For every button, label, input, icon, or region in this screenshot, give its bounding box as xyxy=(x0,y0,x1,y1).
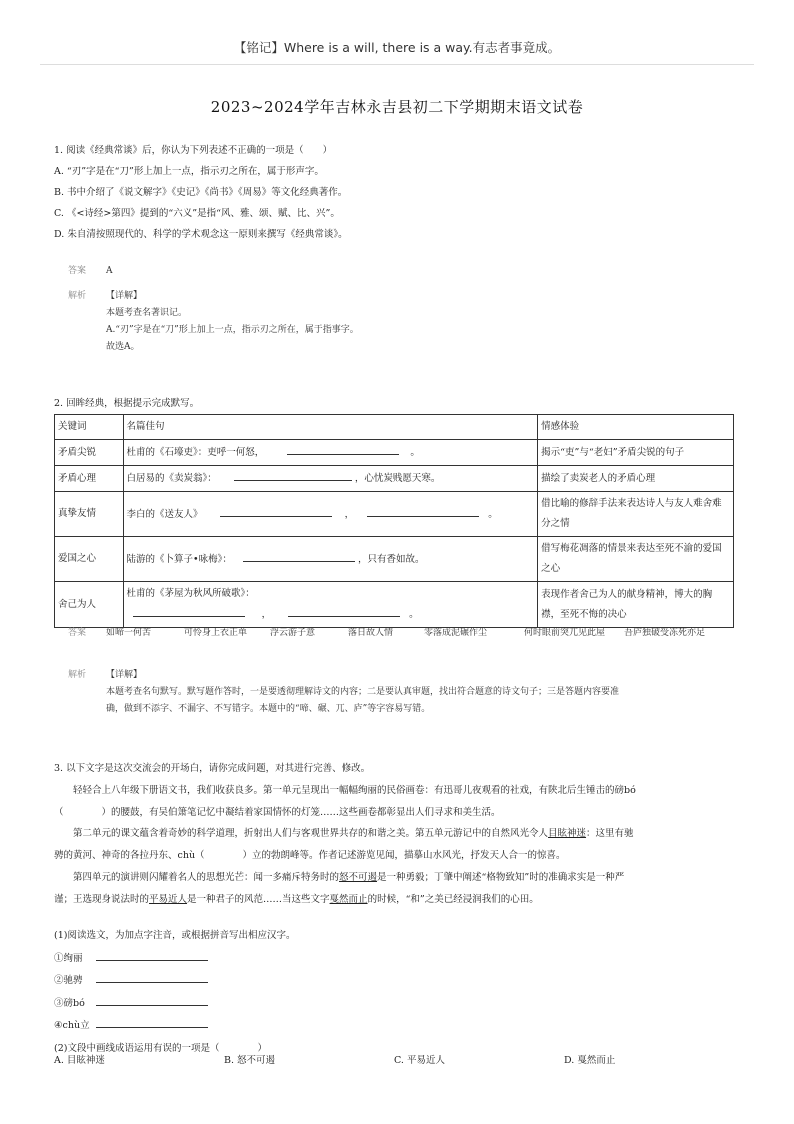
analysis-line: 【详解】 xyxy=(106,670,143,680)
question-1 xyxy=(54,140,744,245)
answer-blank[interactable] xyxy=(96,993,208,1006)
passage-text: ：这里有驰 xyxy=(586,828,634,839)
analysis-body xyxy=(106,288,359,356)
fill-row xyxy=(54,1015,295,1038)
answer-items xyxy=(106,625,705,642)
fill-label: ①绚丽 xyxy=(54,952,83,964)
question-2-stem xyxy=(54,393,744,414)
answer-tag: 答案 xyxy=(68,266,87,276)
question-3-stem-text: 3. 以下文字是这次交流会的开场白，请你完成问题，对其进行完善、修改。 xyxy=(54,763,371,774)
table-header-cell: 名篇佳句 xyxy=(123,415,538,440)
poem-cell xyxy=(123,466,538,492)
answer-blank[interactable] xyxy=(96,970,208,983)
feeling-cell: 表现作者舍己为人的献身精神，博大的胸襟，至死不悔的决心 xyxy=(538,582,734,628)
answer-blank[interactable] xyxy=(96,948,208,961)
option-a[interactable]: A. 目眩神迷 xyxy=(54,1055,105,1066)
sub-question-2-options xyxy=(54,1052,744,1066)
feeling-cell: 借比喻的修辞手法来表达诗人与友人难舍难分之情 xyxy=(538,492,734,537)
poem-suffix: 。 xyxy=(488,508,498,520)
answer-blank[interactable] xyxy=(243,549,355,562)
poem-cell xyxy=(123,537,538,582)
passage-text: 是一种君子的风范……当这些文字 xyxy=(187,894,330,905)
table-header-row xyxy=(55,415,734,440)
passage-line xyxy=(54,867,740,889)
passage-paragraph-1 xyxy=(54,780,740,824)
sub-question-1-text: (1)阅读选文，为加点字注音，或根据拼音写出相应汉字。 xyxy=(54,930,296,941)
page-title: 2023~2024学年吉林永吉县初二下学期期末语文试卷 xyxy=(210,98,584,116)
poem-separator: ， xyxy=(344,508,355,520)
question-2-stem-text: 2. 回眸经典，根据提示完成默写。 xyxy=(54,398,200,409)
answer-item: 落日故人情 xyxy=(348,628,394,638)
passage-text: 第四单元的演讲则闪耀着名人的思想光芒：闻一多痛斥特务时的 xyxy=(73,872,340,883)
poem-prefix: 杜甫的《茅屋为秋风所破歌》： xyxy=(126,588,255,599)
passage-text: 第二单元的课文蕴含着奇妙的科学道理，折射出人们与客观世界共存的和谐之美。第五单元游记中的自然风光令人 xyxy=(73,828,549,839)
fill-label: ②驰骋 xyxy=(54,975,83,986)
passage-text: 谨；王选现身说法时的 xyxy=(54,894,150,905)
option-b[interactable]: B. 怒不可遏 xyxy=(224,1055,276,1066)
header-divider xyxy=(40,64,754,65)
underlined-idiom: 目眩神迷 xyxy=(548,828,587,839)
question-1-option-a: A. “刃”字是在“刀”形上加上一点，指示刃之所在，属于形声字。 xyxy=(54,166,324,177)
answer-blank[interactable] xyxy=(287,442,399,455)
keyword-cell: 爱国之心 xyxy=(55,537,124,582)
table-row xyxy=(55,492,734,537)
motto-banner: 【铭记】Where is a will, there is a way.有志者事竟成。 xyxy=(233,40,561,55)
answer-item: 浮云游子意 xyxy=(270,628,316,638)
answer-item: 如啼一何苦 xyxy=(106,628,152,638)
question-2-answer xyxy=(68,625,738,638)
keyword-cell: 矛盾心理 xyxy=(55,466,124,492)
poem-suffix: ，只有香如故。 xyxy=(357,553,425,565)
question-1-option-d: D. 朱自清按照现代的、科学的学术观念这一原则来撰写《经典常谈》。 xyxy=(54,229,348,240)
keyword-cell: 真挚友情 xyxy=(55,492,124,537)
question-2-analysis xyxy=(68,667,620,714)
table-header-cell: 关键词 xyxy=(55,415,124,440)
analysis-tag: 解析 xyxy=(68,670,87,680)
question-3-stem xyxy=(54,758,744,779)
option-c[interactable]: C. 平易近人 xyxy=(394,1055,445,1066)
answer-blank[interactable] xyxy=(288,604,400,617)
poem-suffix: 。 xyxy=(410,447,420,458)
underlined-idiom: 戛然而止 xyxy=(329,894,368,905)
passage-text: 轻轻合上八年级下册语文书，我们收获良多。第一单元呈现出一幅幅绚丽的民俗画卷：有迅哥儿夜观看的社戏，有陕北后生锤击的磅bó xyxy=(73,785,636,796)
fill-row xyxy=(54,948,295,971)
poem-suffix: ，心忧炭贱愿天寒。 xyxy=(354,473,441,484)
passage-line xyxy=(54,845,740,867)
fill-row xyxy=(54,970,295,993)
table-row xyxy=(55,466,734,492)
question-1-analysis xyxy=(68,288,359,352)
feeling-cell: 揭示“吏”与“老妇”矛盾尖锐的句子 xyxy=(538,440,734,466)
answer-blank[interactable] xyxy=(367,504,479,517)
poem-prefix: 李白的《送友人》 xyxy=(126,508,203,520)
poem-prefix: 杜甫的《石壕吏》：吏呼一何怒， xyxy=(126,447,265,458)
keyword-cell: 舍己为人 xyxy=(55,582,124,628)
poem-cell xyxy=(123,440,538,466)
poem-prefix: 白居易的《卖炭翁》： xyxy=(126,473,217,484)
fill-label: ④chù立 xyxy=(54,1020,90,1031)
analysis-line: A.“刃”字是在“刀”形上加上一点，指示刃之所在，属于指事字。 xyxy=(106,325,359,335)
analysis-line: 本题考查名句默写。默写题作答时，一是要透彻理解诗文的内容；二是要认真审题，找出符合题意的诗文句子；三是答题内容要准 xyxy=(106,687,620,697)
question-1-option-c: C. 《<诗经>第四》提到的“六义”是指“风、雅、颂、赋、比、兴”。 xyxy=(54,208,340,219)
question-1-answer xyxy=(68,263,122,276)
passage-text: 骋的黄河、神奇的各拉丹东、chù（ ）立的勃朗峰等。作者记述游览见闻，描摹山水风光，抒发天人合一的惊喜。 xyxy=(54,850,566,861)
poem-separator: ， xyxy=(261,609,272,620)
passage-line xyxy=(54,889,740,911)
table-row xyxy=(55,440,734,466)
table-header-cell: 情感体验 xyxy=(538,415,734,440)
poem-cell xyxy=(123,582,538,628)
analysis-line: 【详解】 xyxy=(106,291,143,301)
question-1-stem: 1. 阅读《经典常谈》后，你认为下列表述不正确的一项是（ ） xyxy=(54,145,333,156)
analysis-tag: 解析 xyxy=(68,291,87,301)
poem-prefix: 陆游的《卜算子•咏梅》： xyxy=(126,553,232,565)
analysis-line: 故选A。 xyxy=(106,342,140,352)
table-row xyxy=(55,582,734,628)
passage-paragraph-2 xyxy=(54,823,740,867)
answer-tag: 答案 xyxy=(68,628,87,638)
keyword-cell: 矛盾尖锐 xyxy=(55,440,124,466)
fill-row xyxy=(54,993,295,1016)
answer-blank[interactable] xyxy=(220,504,332,517)
answer-blank[interactable] xyxy=(234,468,352,481)
underlined-idiom: 平易近人 xyxy=(149,894,188,905)
feeling-cell: 借写梅花凋落的情景来表达至死不渝的爱国之心 xyxy=(538,537,734,582)
analysis-body xyxy=(106,667,619,718)
answer-value: A xyxy=(106,266,113,276)
analysis-line: 确，做到不添字、不漏字、不写错字。本题中的“啼、碾、兀、庐”等字容易写错。 xyxy=(106,704,431,714)
answer-blank[interactable] xyxy=(133,604,245,617)
answer-item: 可怜身上衣正单 xyxy=(184,628,248,638)
poem-suffix: 。 xyxy=(409,609,419,620)
answer-blank[interactable] xyxy=(96,1015,208,1028)
answer-item: 吾庐独破受冻死亦足 xyxy=(624,628,706,638)
recitation-table xyxy=(54,414,734,628)
passage-text: 的时候，“和”之美已经浸润我们的心田。 xyxy=(367,894,539,905)
underlined-idiom: 怒不可遏 xyxy=(339,872,378,883)
passage-line: （ ）的腰鼓，有吴伯箫笔记忆中凝结着家国情怀的灯笼……这些画卷都彰显出人们寻求和美生活。 xyxy=(54,807,501,818)
answer-item: 何时眼前突兀见此屋 xyxy=(524,628,606,638)
question-1-option-b: B. 书中介绍了《说文解字》《史记》《尚书》《周易》等文化经典著作。 xyxy=(54,187,348,198)
passage-paragraph-3 xyxy=(54,867,740,911)
answer-item: 零落成泥碾作尘 xyxy=(424,628,488,638)
passage-line xyxy=(54,780,740,802)
passage-line xyxy=(54,823,740,845)
sub-question-1 xyxy=(54,925,295,1060)
passage-text: 是一种勇毅；丁肇中阐述“格物致知”时的准确求实是一种严 xyxy=(377,872,625,883)
fill-label: ③磅bó xyxy=(54,997,85,1009)
feeling-cell: 描绘了卖炭老人的矛盾心理 xyxy=(538,466,734,492)
table-row xyxy=(55,537,734,582)
poem-cell xyxy=(123,492,538,537)
analysis-line: 本题考查名著识记。 xyxy=(106,308,188,318)
option-d[interactable]: D. 戛然而止 xyxy=(564,1055,616,1066)
sub-question-2-text: (2)文段中画线成语运用有误的一项是（ ） xyxy=(54,1042,267,1054)
